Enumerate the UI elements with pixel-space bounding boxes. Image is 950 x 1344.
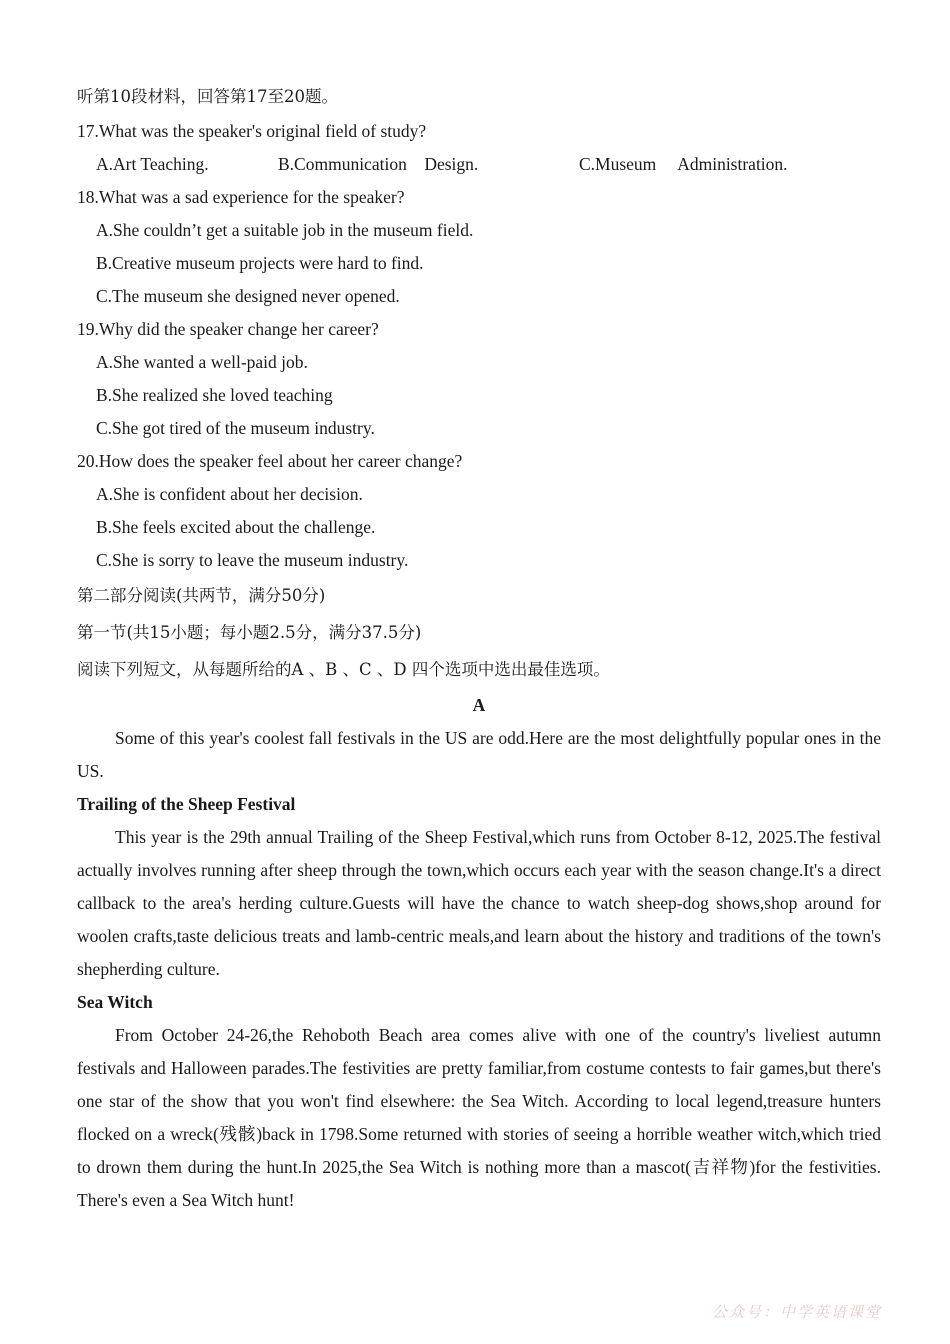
festival-heading-sea-witch: Sea Witch [77, 992, 153, 1012]
festival-text-sheep: This year is the 29th annual Trailing of the Sheep Festival,which runs from October 8-12, 2025.The festival actually involves running after sheep through the town,which occurs each year with the season change.It's a direct callback to the area's herding culture.Guests will have the chance to watch sheep-dog shows,shop around for woolen crafts,taste delicious treats and lamb-centric meals,and learn about the history and traditions of the town's shepherding culture. [77, 827, 881, 979]
question-19-option-b: B.She realized she loved teaching [96, 385, 333, 405]
watermark-text: 公众号：中学英语课堂 [711, 1303, 882, 1321]
section1-title: 第一节(共15小题；每小题2.5分，满分37.5分) [77, 623, 422, 642]
reading-instruction: 阅读下列短文，从每题所给的A 、B 、C 、D 四个选项中选出最佳选项。 [77, 660, 610, 679]
question-20-option-c: C.She is sorry to leave the museum industry. [96, 550, 409, 570]
question-20-stem: 20.How does the speaker feel about her career change? [77, 451, 463, 471]
question-18-stem: 18.What was a sad experience for the speaker? [77, 187, 405, 207]
question-20-option-a: A.She is confident about her decision. [96, 484, 363, 504]
passage-intro: Some of this year's coolest fall festivals in the US are odd.Here are the most delightfully popular ones in the US. [77, 728, 881, 781]
question-18-option-b: B.Creative museum projects were hard to find. [96, 253, 424, 273]
listening-section-intro: 听第10段材料，回答第17至20题。 [77, 87, 338, 106]
festival-text-sea-witch: From October 24-26,the Rehoboth Beach area comes alive with one of the country's liveliest autumn festivals and Halloween parades.The festivities are pretty familiar,from costume contests to fair games,but there's one star of the show that you won't find elsewhere: the Sea Witch. According to local legend,treasure hunters flocked on a wreck(残骸)back in 1798.Some returned with stories of seeing a horrible weather witch,which tried to drown them during the hunt.In 2025,the Sea Witch is nothing more than a mascot(吉祥物)for the festivities. There's even a Sea Witch hunt! [77, 1025, 881, 1210]
question-17-stem: 17.What was the speaker's original field of study? [77, 121, 427, 141]
festival-heading-sheep: Trailing of the Sheep Festival [77, 794, 296, 814]
question-17-option-b: B.Communication Design. [278, 154, 479, 174]
question-17-option-c: C.Museum Administration. [579, 154, 788, 174]
question-19-option-a: A.She wanted a well-paid job. [96, 352, 308, 372]
question-18-option-c: C.The museum she designed never opened. [96, 286, 400, 306]
question-18-option-a: A.She couldn’t get a suitable job in the museum field. [96, 220, 474, 240]
passage-label: A [472, 695, 486, 715]
exam-page [77, 78, 881, 1217]
part2-title: 第二部分阅读(共两节，满分50分) [77, 586, 326, 605]
question-19-option-c: C.She got tired of the museum industry. [96, 418, 375, 438]
question-20-option-b: B.She feels excited about the challenge. [96, 517, 376, 537]
question-19-stem: 19.Why did the speaker change her career? [77, 319, 379, 339]
question-17-option-a: A.Art Teaching. [96, 154, 209, 174]
question-17-options [77, 148, 881, 181]
